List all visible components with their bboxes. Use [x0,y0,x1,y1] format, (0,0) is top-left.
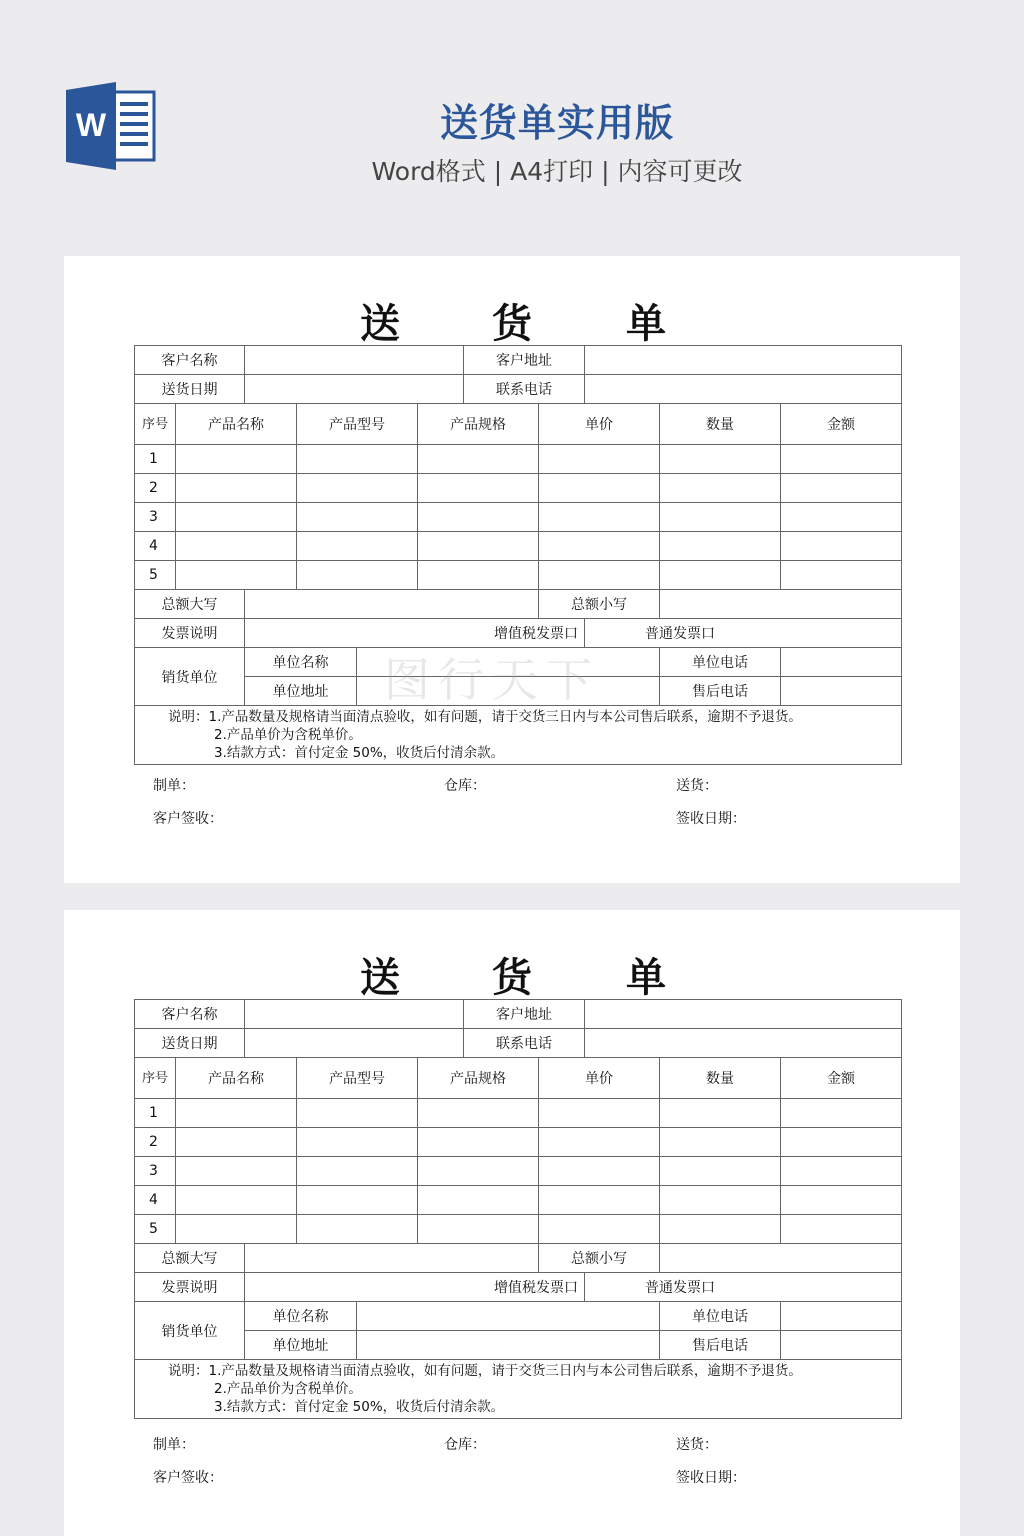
col-header-product-name: 产品名称 [176,1058,297,1099]
warehouse-label: 仓库： [444,778,486,794]
contact-phone-field[interactable] [585,375,902,404]
cell[interactable] [418,503,539,532]
cell[interactable] [297,1215,418,1244]
cell[interactable] [660,1157,781,1186]
normal-invoice-checkbox[interactable]: 普通发票口 [585,619,902,648]
customer-name-label: 客户名称 [135,1000,245,1029]
col-header-product-model: 产品型号 [297,1058,418,1099]
col-header-product-spec: 产品规格 [418,404,539,445]
after-sales-field[interactable] [781,677,902,706]
cell[interactable] [539,474,660,503]
word-logo-icon [64,80,158,172]
cell[interactable] [660,1128,781,1157]
cell[interactable] [781,561,902,590]
cell[interactable] [660,1215,781,1244]
customer-sign-label: 客户签收： [153,811,223,827]
row-number: 4 [135,1186,176,1215]
cell[interactable] [660,503,781,532]
col-header-product-name: 产品名称 [176,404,297,445]
invoice-label: 发票说明 [135,1273,245,1302]
row-number: 5 [135,1215,176,1244]
seller-label: 销货单位 [135,648,245,706]
logo-letter: W [75,107,107,143]
notes [135,706,902,765]
unit-phone-label: 单位电话 [660,648,781,677]
cell[interactable] [297,445,418,474]
table-row [135,474,902,503]
form-title-char: 货 [492,954,532,1001]
col-header-product-model: 产品型号 [297,404,418,445]
cell[interactable] [297,532,418,561]
cell[interactable] [176,1186,297,1215]
cell[interactable] [297,561,418,590]
total-lower-field[interactable] [660,590,902,619]
cell[interactable] [781,1186,902,1215]
table-row [135,503,902,532]
unit-phone-label: 单位电话 [660,1302,781,1331]
cell[interactable] [660,1186,781,1215]
col-header-unit-price: 单价 [539,1058,660,1099]
warehouse-label: 仓库： [444,1437,486,1453]
total-lower-field[interactable] [660,1244,902,1273]
cell[interactable] [660,474,781,503]
cell[interactable] [297,503,418,532]
total-upper-field[interactable] [245,590,539,619]
delivery-form-page-1 [64,256,960,883]
customer-name-label: 客户名称 [135,346,245,375]
note-line: 2.产品单价为含税单价。 [214,727,362,743]
col-header-product-spec: 产品规格 [418,1058,539,1099]
cell[interactable] [418,1157,539,1186]
delivery-label: 送货： [676,1437,718,1453]
cell[interactable] [176,1099,297,1128]
form-title-char: 货 [492,300,532,347]
cell[interactable] [418,532,539,561]
table-row [135,1186,902,1215]
col-header-amount: 金额 [781,404,902,445]
col-header-quantity: 数量 [660,404,781,445]
customer-name-field[interactable] [245,346,464,375]
total-upper-label: 总额大写 [135,590,245,619]
customer-sign-label: 客户签收： [153,1470,223,1486]
cell[interactable] [418,445,539,474]
contact-phone-field[interactable] [585,1029,902,1058]
cell[interactable] [781,503,902,532]
customer-address-field[interactable] [585,1000,902,1029]
unit-name-label: 单位名称 [245,648,357,677]
unit-phone-field[interactable] [781,1302,902,1331]
cell[interactable] [539,561,660,590]
note-line: 说明：1.产品数量及规格请当面清点验收，如有问题，请于交货三日内与本公司售后联系，逾期不予退货。 [168,1363,802,1379]
cell[interactable] [539,532,660,561]
contact-phone-label: 联系电话 [464,1029,585,1058]
delivery-label: 送货： [676,778,718,794]
cell[interactable] [539,1099,660,1128]
form-title-char: 送 [360,300,400,347]
col-header-unit-price: 单价 [539,404,660,445]
seller-label: 销货单位 [135,1302,245,1360]
unit-address-field[interactable] [357,677,660,706]
cell[interactable] [781,1128,902,1157]
table-row [135,445,902,474]
row-number: 3 [135,503,176,532]
delivery-form-page-2 [64,910,960,1536]
cell[interactable] [297,1186,418,1215]
notes [135,1360,902,1419]
vat-invoice-checkbox[interactable]: 增值税发票口 [245,619,585,648]
row-number: 4 [135,532,176,561]
cell[interactable] [781,1157,902,1186]
cell[interactable] [176,1157,297,1186]
customer-address-label: 客户地址 [464,346,585,375]
form-title [360,292,690,347]
form-title-char: 送 [360,954,400,1001]
col-header-quantity: 数量 [660,1058,781,1099]
form-title [360,946,690,1001]
col-header-seq: 序号 [135,404,176,445]
cell[interactable] [539,1186,660,1215]
cell[interactable] [539,1215,660,1244]
table-row [135,1099,902,1128]
delivery-form-table [134,999,902,1419]
cell[interactable] [297,1157,418,1186]
after-sales-label: 售后电话 [660,1331,781,1360]
cell[interactable] [176,474,297,503]
table-row [135,561,902,590]
cell[interactable] [418,561,539,590]
cell[interactable] [418,1128,539,1157]
total-upper-field[interactable] [245,1244,539,1273]
table-row [135,1215,902,1244]
cell[interactable] [176,561,297,590]
cell[interactable] [418,1099,539,1128]
col-header-seq: 序号 [135,1058,176,1099]
row-number: 2 [135,474,176,503]
cell[interactable] [539,503,660,532]
cell[interactable] [176,1128,297,1157]
page-header [0,0,1024,240]
customer-address-label: 客户地址 [464,1000,585,1029]
maker-label: 制单： [153,778,195,794]
note-line: 说明：1.产品数量及规格请当面清点验收，如有问题，请于交货三日内与本公司售后联系，逾期不予退货。 [168,709,802,725]
row-number: 1 [135,445,176,474]
unit-name-field[interactable] [357,1302,660,1331]
form-title-char: 单 [626,300,666,347]
cell[interactable] [176,532,297,561]
delivery-form-table [134,345,902,765]
note-line: 3.结款方式：首付定金 50%，收货后付清余款。 [214,1399,505,1415]
note-line: 2.产品单价为含税单价。 [214,1381,362,1397]
row-number: 3 [135,1157,176,1186]
vat-invoice-checkbox[interactable]: 增值税发票口 [245,1273,585,1302]
cell[interactable] [660,561,781,590]
delivery-date-field[interactable] [245,375,464,404]
contact-phone-label: 联系电话 [464,375,585,404]
cell[interactable] [539,1128,660,1157]
col-header-amount: 金额 [781,1058,902,1099]
cell[interactable] [781,1099,902,1128]
receipt-date-label: 签收日期： [676,1470,746,1486]
customer-name-field[interactable] [245,1000,464,1029]
note-line: 3.结款方式：首付定金 50%，收货后付清余款。 [214,745,505,761]
delivery-date-label: 送货日期 [135,1029,245,1058]
cell[interactable] [176,445,297,474]
cell[interactable] [660,445,781,474]
delivery-date-label: 送货日期 [135,375,245,404]
row-number: 5 [135,561,176,590]
unit-address-label: 单位地址 [245,1331,357,1360]
cell[interactable] [418,1215,539,1244]
row-number: 1 [135,1099,176,1128]
cell[interactable] [418,1186,539,1215]
unit-phone-field[interactable] [781,648,902,677]
cell[interactable] [781,1215,902,1244]
cell[interactable] [418,474,539,503]
delivery-date-field[interactable] [245,1029,464,1058]
total-lower-label: 总额小写 [539,1244,660,1273]
watermark: 图行天下 [384,653,600,707]
after-sales-label: 售后电话 [660,677,781,706]
row-number: 2 [135,1128,176,1157]
normal-invoice-checkbox[interactable]: 普通发票口 [585,1273,902,1302]
cell[interactable] [297,1128,418,1157]
cell[interactable] [297,1099,418,1128]
receipt-date-label: 签收日期： [676,811,746,827]
cell[interactable] [660,532,781,561]
unit-address-field[interactable] [357,1331,660,1360]
after-sales-field[interactable] [781,1331,902,1360]
unit-name-field[interactable] [357,648,660,677]
page-subtitle: Word格式 | A4打印 | 内容可更改 [371,157,743,186]
cell[interactable] [781,474,902,503]
unit-name-label: 单位名称 [245,1302,357,1331]
page-title: 送货单实用版 [439,101,674,145]
maker-label: 制单： [153,1437,195,1453]
cell[interactable] [176,503,297,532]
customer-address-field[interactable] [585,346,902,375]
cell[interactable] [781,532,902,561]
cell[interactable] [297,474,418,503]
cell[interactable] [176,1215,297,1244]
table-row [135,1157,902,1186]
cell[interactable] [539,445,660,474]
total-upper-label: 总额大写 [135,1244,245,1273]
cell[interactable] [539,1157,660,1186]
table-row [135,1128,902,1157]
form-title-char: 单 [626,954,666,1001]
unit-address-label: 单位地址 [245,677,357,706]
invoice-label: 发票说明 [135,619,245,648]
total-lower-label: 总额小写 [539,590,660,619]
cell[interactable] [660,1099,781,1128]
table-row [135,532,902,561]
cell[interactable] [781,445,902,474]
